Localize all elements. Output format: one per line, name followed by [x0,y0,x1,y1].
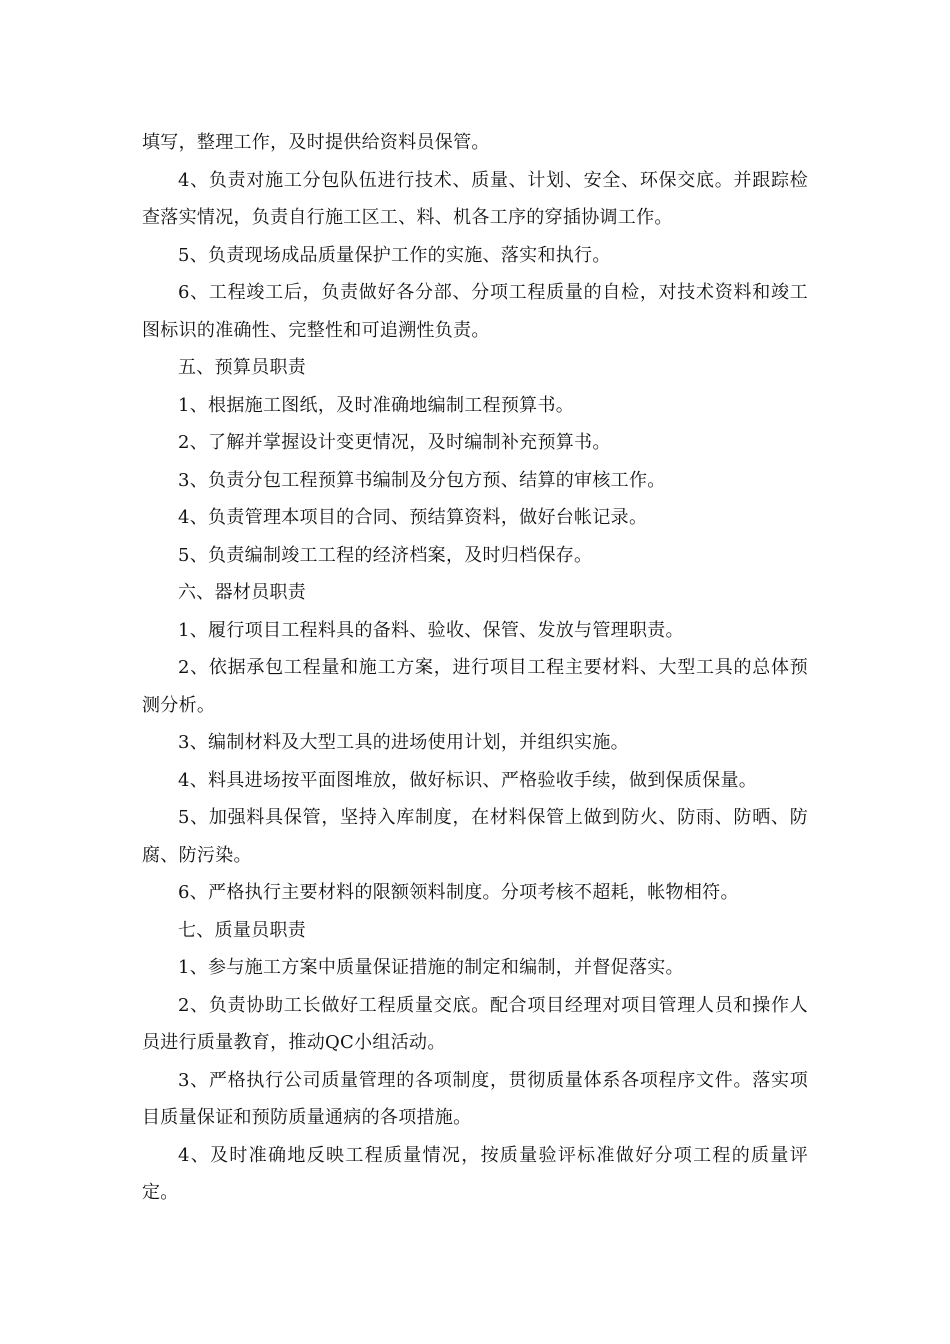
paragraph-quality-item-3: 3、严格执行公司质量管理的各项制度，贯彻质量体系各项程序文件。落实项目质量保证和预防质量通病的各项措施。 [142,1069,808,1128]
paragraph-budget-item-4: 4、负责管理本项目的合同、预结算资料，做好台帐记录。 [178,507,648,528]
paragraph-materials-item-4: 4、料具进场按平面图堆放，做好标识、严格验收手续，做到保质保量。 [178,769,758,791]
paragraph-item-6-completion-check: 6、工程竣工后，负责做好各分部、分项工程质量的自检，对技术资料和竣工图标识的准确性、完整性和可追溯性负责。 [142,282,808,341]
paragraph-budget-item-5: 5、负责编制竣工工程的经济档案，及时归档保存。 [178,544,593,566]
paragraph-item-4-subcontract-briefing: 4、负责对施工分包队伍进行技术、质量、计划、安全、环保交底。并跟踪检查落实情况，负责自行施工区工、料、机各工序的穿插协调工作。 [142,169,808,228]
paragraph-materials-item-5: 5、加强料具保管，坚持入库制度，在材料保管上做到防火、防雨、防晒、防腐、防污染。 [142,807,808,866]
paragraph-materials-item-1: 1、履行项目工程料具的备料、验收、保管、发放与管理职责。 [178,619,684,641]
paragraph-item-5-product-protection: 5、负责现场成品质量保护工作的实施、落实和执行。 [178,244,611,266]
paragraph-quality-item-1: 1、参与施工方案中质量保证措施的制定和编制，并督促落实。 [178,957,684,978]
paragraph-continuation: 填写，整理工作，及时提供给资料员保管。 [142,132,490,153]
paragraph-quality-item-4: 4、及时准确地反映工程质量情况，按质量验评标准做好分项工程的质量评定。 [142,1144,808,1203]
paragraph-materials-item-2: 2、依据承包工程量和施工方案，进行项目工程主要材料、大型工具的总体预测分析。 [142,657,808,716]
section-heading-quality-officer: 七、质量员职责 [178,919,307,941]
paragraph-budget-item-1: 1、根据施工图纸，及时准确地编制工程预算书。 [178,394,575,416]
paragraph-materials-item-3: 3、编制材料及大型工具的进场使用计划，并组织实施。 [178,732,629,753]
section-heading-materials-officer: 六、器材员职责 [178,582,307,603]
paragraph-quality-item-2: 2、负责协助工长做好工程质量交底。配合项目经理对项目管理人员和操作人员进行质量教育，推动QC小组活动。 [142,994,808,1053]
paragraph-materials-item-6: 6、严格执行主要材料的限额领料制度。分项考核不超耗，帐物相符。 [178,882,739,903]
paragraph-budget-item-2: 2、了解并掌握设计变更情况，及时编制补充预算书。 [178,432,611,453]
section-heading-budget-officer: 五、预算员职责 [178,357,307,378]
paragraph-budget-item-3: 3、负责分包工程预算书编制及分包方预、结算的审核工作。 [178,469,666,491]
document-page [142,124,808,1212]
